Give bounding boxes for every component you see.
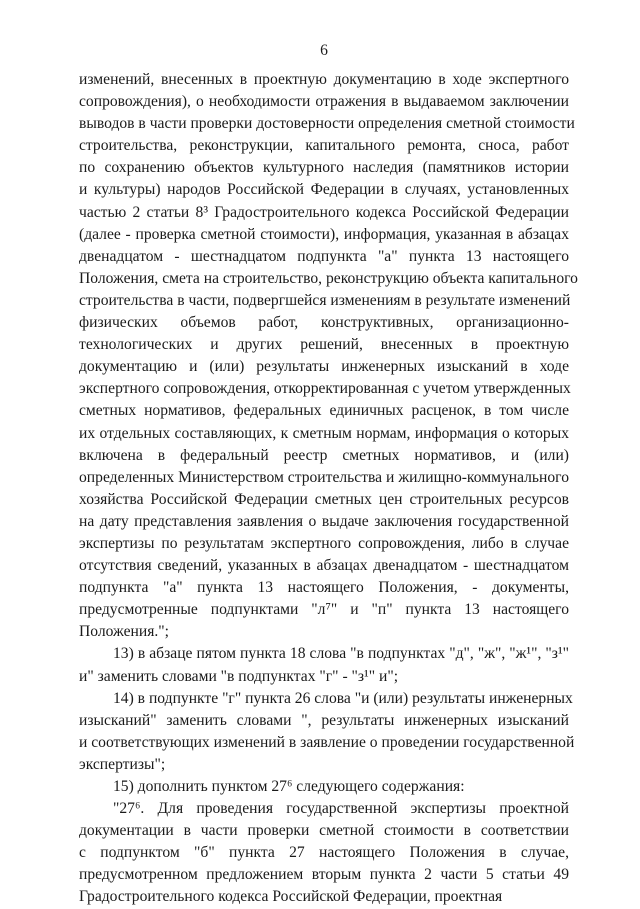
text-line: 15) дополнить пунктом 27⁶ следующего содержания: [113, 778, 465, 795]
document-body [79, 69, 578, 909]
text-line: Положения, смета на строительство, реконструкцию объекта капитального [79, 269, 578, 287]
text-line: физических объемов работ, конструктивных, организационно- [79, 314, 569, 332]
paragraph [79, 688, 575, 776]
paragraph [79, 798, 569, 908]
text-line: 13) в абзаце пятом пункта 18 слова "в подпунктах "д", "ж", "ж¹", "з¹" [113, 645, 569, 663]
text-line: частью 2 статьи 8³ Градостроительного кодекса Российской Федерации [79, 203, 569, 221]
paragraph [79, 776, 569, 798]
text-line: строительства в части, подвергшейся изменениям в результате изменений [79, 291, 571, 309]
text-line: по сохранению объектов культурного наследия (памятников истории [79, 159, 569, 177]
paragraph [79, 643, 569, 687]
text-line: экспертизы"; [79, 755, 166, 773]
text-line: Градостроительного кодекса Российской Федерации, проектная [79, 888, 503, 906]
text-line: хозяйства Российской Федерации сметных цен строительных ресурсов [79, 490, 569, 508]
text-line: с подпунктом "б" пункта 27 настоящего Положения в случае, [79, 844, 569, 862]
text-line: включена в федеральный реестр сметных нормативов, и (или) [79, 446, 569, 464]
text-line: документацию и (или) результаты инженерных изысканий в ходе [79, 358, 569, 376]
text-line: предусмотренные подпунктами "л⁷" и "п" пункта 13 настоящего [79, 601, 569, 619]
text-line: и" заменить словами "в подпунктах "г" - "з¹" и"; [79, 667, 399, 685]
text-line: отсутствия сведений, указанных в абзацах двенадцатом - шестнадцатом [79, 557, 569, 575]
text-line: определенных Министерством строительства и жилищно-коммунального [79, 468, 569, 486]
text-line: их отдельных составляющих, к сметным нормам, информация о которых [79, 424, 569, 442]
text-line: на дату представления заявления о выдаче заключения государственной [79, 512, 569, 530]
text-line: сметных нормативов, федеральных единичных расценок, в том числе [79, 402, 569, 420]
page-number: 6 [320, 42, 328, 59]
text-line: (далее - проверка сметной стоимости), информация, указанная в абзацах [79, 225, 569, 243]
text-line: "27⁶. Для проведения государственной экспертизы проектной [113, 800, 569, 818]
text-line: Положения."; [79, 623, 169, 641]
text-line: изменений, внесенных в проектную документацию в ходе экспертного [79, 71, 569, 88]
text-line: документации в части проверки сметной стоимости в соответствии [79, 822, 569, 840]
text-line: 14) в подпункте "г" пункта 26 слова "и (или) результаты инженерных [113, 689, 573, 707]
text-line: и соответствующих изменений в заявление о проведении государственной [79, 733, 575, 751]
text-line: технологических и других решений, внесенных в проектную [79, 336, 569, 354]
text-line: двенадцатом - шестнадцатом подпункта "а" пункта 13 настоящего [79, 247, 569, 265]
text-line: выводов в части проверки достоверности определения сметной стоимости [79, 115, 575, 133]
paragraph [79, 69, 578, 643]
text-line: экспертизы по результатам экспертного сопровождения, либо в случае [79, 534, 569, 552]
text-line: сопровождения), о необходимости отражения в выдаваемом заключении [79, 93, 569, 111]
text-line: подпункта "а" пункта 13 настоящего Положения, - документы, [79, 579, 569, 597]
text-line: экспертного сопровождения, откорректированная с учетом утвержденных [79, 380, 571, 398]
text-line: и культуры) народов Российской Федерации в случаях, установленных [79, 181, 569, 199]
text-line: строительства, реконструкции, капитального ремонта, сноса, работ [79, 137, 569, 155]
text-line: предусмотренном предложением вторым пункта 2 части 5 статьи 49 [79, 866, 569, 884]
text-line: изысканий" заменить словами ", результаты инженерных изысканий [79, 711, 569, 729]
